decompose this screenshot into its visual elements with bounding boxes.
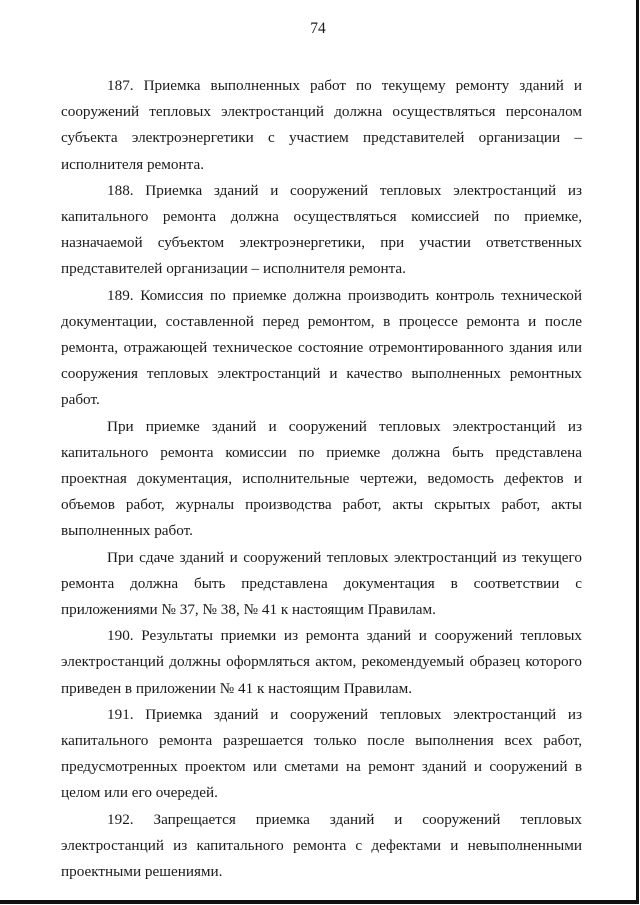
paragraph-191: 191. Приемка зданий и сооружений тепловых электростанций из капитального ремонта разрешается только после выполнения всех работ, предусмотренных проектом или сметами на ремонт зданий и сооружений в целом или его очередей. — [61, 705, 582, 802]
document-body — [61, 73, 582, 885]
paragraph-187: 187. Приемка выполненных работ по текущему ремонту зданий и сооружений тепловых электростанций должна осуществляться персоналом субъекта электроэнергетики с участием представителей организации – исполнителя ремонта. — [61, 77, 582, 173]
page-number: 74 — [310, 20, 326, 37]
paragraph-189-current-repair-docs: При сдаче зданий и сооружений тепловых электростанций из текущего ремонта должна быть представлена документация в соответствии с приложениями № 37, № 38, № 41 к настоящим Правилам. — [61, 548, 582, 619]
paragraph-190: 190. Результаты приемки из ремонта зданий и сооружений тепловых электростанций должны оформляться актом, рекомендуемый образец которого приведен в приложении № 41 к настоящим Правилам. — [61, 627, 582, 697]
paragraph-189: 189. Комиссия по приемке должна производить контроль технической документации, составленной перед ремонтом, в процессе ремонта и после ремонта, отражающей техническое состояние отремонтированного здания или сооружения тепловых электростанций и качество выполненных ремонтных работ. — [61, 286, 582, 409]
paragraph-192: 192. Запрещается приемка зданий и сооружений тепловых электростанций из капитального ремонта с дефектами и невыполненными проектными решениями. — [61, 810, 582, 881]
paragraph-189-acceptance-docs: При приемке зданий и сооружений тепловых электростанций из капитального ремонта комиссии по приемке должна быть представлена проектная документация, исполнительные чертежи, ведомость дефектов и объемов работ, журналы производства работ, акты скрытых работ, акты выполненных работ. — [61, 417, 582, 540]
paragraph-188: 188. Приемка зданий и сооружений тепловых электростанций из капитального ремонта должна осуществляться комиссией по приемке, назначаемой субъектом электроэнергетики, при участии ответственных представителей организации – исполнителя ремонта. — [61, 181, 582, 278]
